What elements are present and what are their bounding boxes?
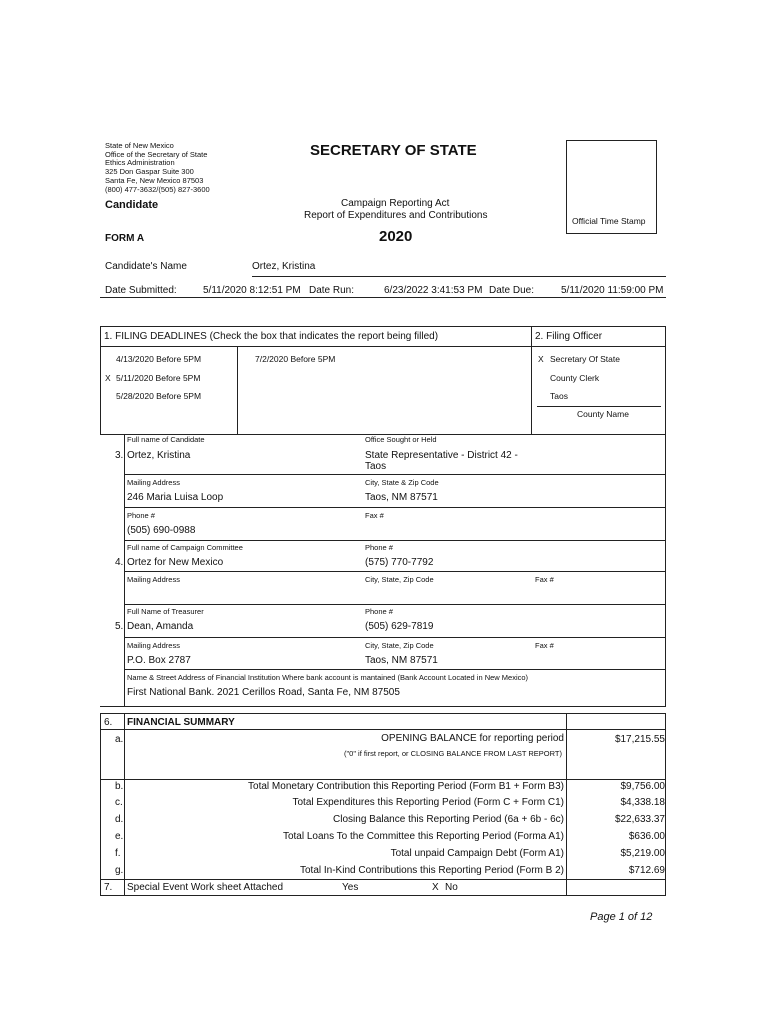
committee-fax-label: Fax # xyxy=(535,575,554,584)
candidate-name-value: Ortez, Kristina xyxy=(252,261,316,272)
page-title: SECRETARY OF STATE xyxy=(310,142,477,159)
office-sought-label: Office Sought or Held xyxy=(365,435,437,444)
financial-summary-heading: FINANCIAL SUMMARY xyxy=(127,717,235,728)
row-label: Total Loans To the Committee this Reporting Period (Forma A1) xyxy=(282,831,564,842)
act-title: Campaign Reporting Act xyxy=(341,198,450,209)
treasurer-mailing-label: Mailing Address xyxy=(127,641,180,650)
date-due-label: Date Due: xyxy=(489,285,535,296)
filing-deadlines-heading: 1. FILING DEADLINES (Check the box that indicates the report being filled) xyxy=(104,331,439,342)
date-run-label: Date Run: xyxy=(309,285,355,296)
committee-phone: (575) 770-7792 xyxy=(365,557,434,568)
section-number: 6. xyxy=(104,717,113,728)
phone-label: Phone # xyxy=(127,511,155,520)
row-letter: a. xyxy=(115,734,124,745)
row-letter: f. xyxy=(115,848,121,859)
fax-label: Fax # xyxy=(365,511,384,520)
agency-address xyxy=(105,142,210,194)
treasurer-city: Taos, NM 87571 xyxy=(365,655,438,666)
committee-city-label: City, State, Zip Code xyxy=(365,575,434,584)
row-label: Total In-Kind Contributions this Reporting Period (Form B 2) xyxy=(299,865,564,876)
row-letter: g. xyxy=(115,865,124,876)
row-value: $22,633.37 xyxy=(614,814,665,825)
opening-balance-label: OPENING BALANCE for reporting period xyxy=(381,733,564,744)
time-stamp-box xyxy=(566,140,657,234)
row-label: Total unpaid Campaign Debt (Form A1) xyxy=(390,848,564,859)
row-value: $5,219.00 xyxy=(620,848,665,859)
officer-check[interactable]: X xyxy=(538,354,544,364)
candidate-label: Candidate xyxy=(105,199,159,211)
report-title: Report of Expenditures and Contributions xyxy=(304,210,488,221)
office-sought: State Representative - District 42 - xyxy=(365,450,518,461)
date-submitted-label: Date Submitted: xyxy=(105,285,177,296)
committee-name: Ortez for New Mexico xyxy=(127,557,224,568)
deadline-option: 4/13/2020 Before 5PM xyxy=(116,354,202,364)
treasurer-city-label: City, State, Zip Code xyxy=(365,641,434,650)
agency-line: State of New Mexico xyxy=(105,141,174,150)
report-year: 2020 xyxy=(379,228,413,245)
officer-county-clerk: County Clerk xyxy=(550,373,600,383)
agency-line: Office of the Secretary of State xyxy=(105,149,208,159)
committee-phone-label: Phone # xyxy=(365,543,393,552)
opening-balance-note: ("0" if first report, or CLOSING BALANCE FROM LAST REPORT) xyxy=(343,749,562,758)
treasurer-phone: (505) 629-7819 xyxy=(365,621,434,632)
time-stamp-label: Official Time Stamp xyxy=(572,216,646,226)
agency-line: Ethics Administration xyxy=(105,158,175,168)
section-number: 4. xyxy=(115,557,124,568)
row-label: Total Expenditures this Reporting Period (Form C + Form C1) xyxy=(292,797,564,808)
treasurer-phone-label: Phone # xyxy=(365,607,393,616)
date-due-value: 5/11/2020 11:59:00 PM xyxy=(561,285,664,296)
committee-name-label: Full name of Campaign Committee xyxy=(127,543,243,552)
candidate-name-label: Candidate's Name xyxy=(105,261,187,272)
committee-mailing-label: Mailing Address xyxy=(127,575,180,584)
row-letter: c. xyxy=(115,797,123,808)
date-run-value: 6/23/2022 3:41:53 PM xyxy=(384,285,483,296)
city-state-zip: Taos, NM 87571 xyxy=(365,492,438,503)
treasurer-name: Dean, Amanda xyxy=(127,621,194,632)
deadline-check[interactable]: X xyxy=(105,373,111,383)
officer-county-name-label: County Name xyxy=(577,409,629,419)
officer-county-value: Taos xyxy=(550,391,568,401)
special-event-label: Special Event Work sheet Attached xyxy=(127,882,284,893)
row-letter: b. xyxy=(115,781,124,792)
row-label: Total Monetary Contribution this Reporting Period (Form B1 + Form B3) xyxy=(248,781,564,792)
agency-line: 325 Don Gaspar Suite 300 xyxy=(105,167,194,177)
section-number: 5. xyxy=(115,621,124,632)
row-letter: e. xyxy=(115,831,124,842)
treasurer-fax-label: Fax # xyxy=(535,641,554,650)
bank-label: Name & Street Address of Financial Institution Where bank account is mantained (Bank Account Located in New Mexico) xyxy=(127,673,529,682)
row-label: Closing Balance this Reporting Period (6a + 6b - 6c) xyxy=(333,814,564,825)
special-event-no[interactable]: No xyxy=(445,882,458,893)
date-submitted-value: 5/11/2020 8:12:51 PM xyxy=(203,285,301,296)
section-number: 3. xyxy=(115,450,124,461)
treasurer-mailing: P.O. Box 2787 xyxy=(127,655,191,666)
special-event-no-check[interactable]: X xyxy=(432,882,439,893)
row-value: $4,338.18 xyxy=(620,797,665,808)
mailing-address: 246 Maria Luisa Loop xyxy=(127,492,224,503)
deadline-option: 5/28/2020 Before 5PM xyxy=(116,391,202,401)
page-number: Page 1 of 12 xyxy=(590,911,653,923)
agency-line: Santa Fe, New Mexico 87503 xyxy=(105,175,204,185)
city-state-zip-label: City, State & Zip Code xyxy=(365,478,439,487)
phone-value: (505) 690-0988 xyxy=(127,525,196,536)
filing-officer-heading: 2. Filing Officer xyxy=(535,331,603,342)
section-number: 7. xyxy=(104,882,113,893)
row-value: $712.69 xyxy=(628,865,665,876)
bank-value: First National Bank. 2021 Cerillos Road, Santa Fe, NM 87505 xyxy=(127,687,400,698)
row-value: $636.00 xyxy=(628,831,665,842)
office-sought-line2: Taos xyxy=(365,461,387,472)
candidate-fullname: Ortez, Kristina xyxy=(127,450,191,461)
row-letter: d. xyxy=(115,814,124,825)
officer-sos: Secretary Of State xyxy=(550,354,620,364)
opening-balance-value: $17,215.55 xyxy=(614,734,665,745)
special-event-yes[interactable]: Yes xyxy=(342,882,359,893)
deadline-option: 5/11/2020 Before 5PM xyxy=(116,373,201,383)
row-value: $9,756.00 xyxy=(620,781,665,792)
deadline-option: 7/2/2020 Before 5PM xyxy=(255,354,336,364)
candidate-fullname-label: Full name of Candidate xyxy=(127,435,205,444)
treasurer-name-label: Full Name of Treasurer xyxy=(127,607,204,616)
form-label: FORM A xyxy=(105,233,145,244)
agency-line: (800) 477-3632/(505) 827-3600 xyxy=(105,184,210,194)
mailing-address-label: Mailing Address xyxy=(127,478,180,487)
